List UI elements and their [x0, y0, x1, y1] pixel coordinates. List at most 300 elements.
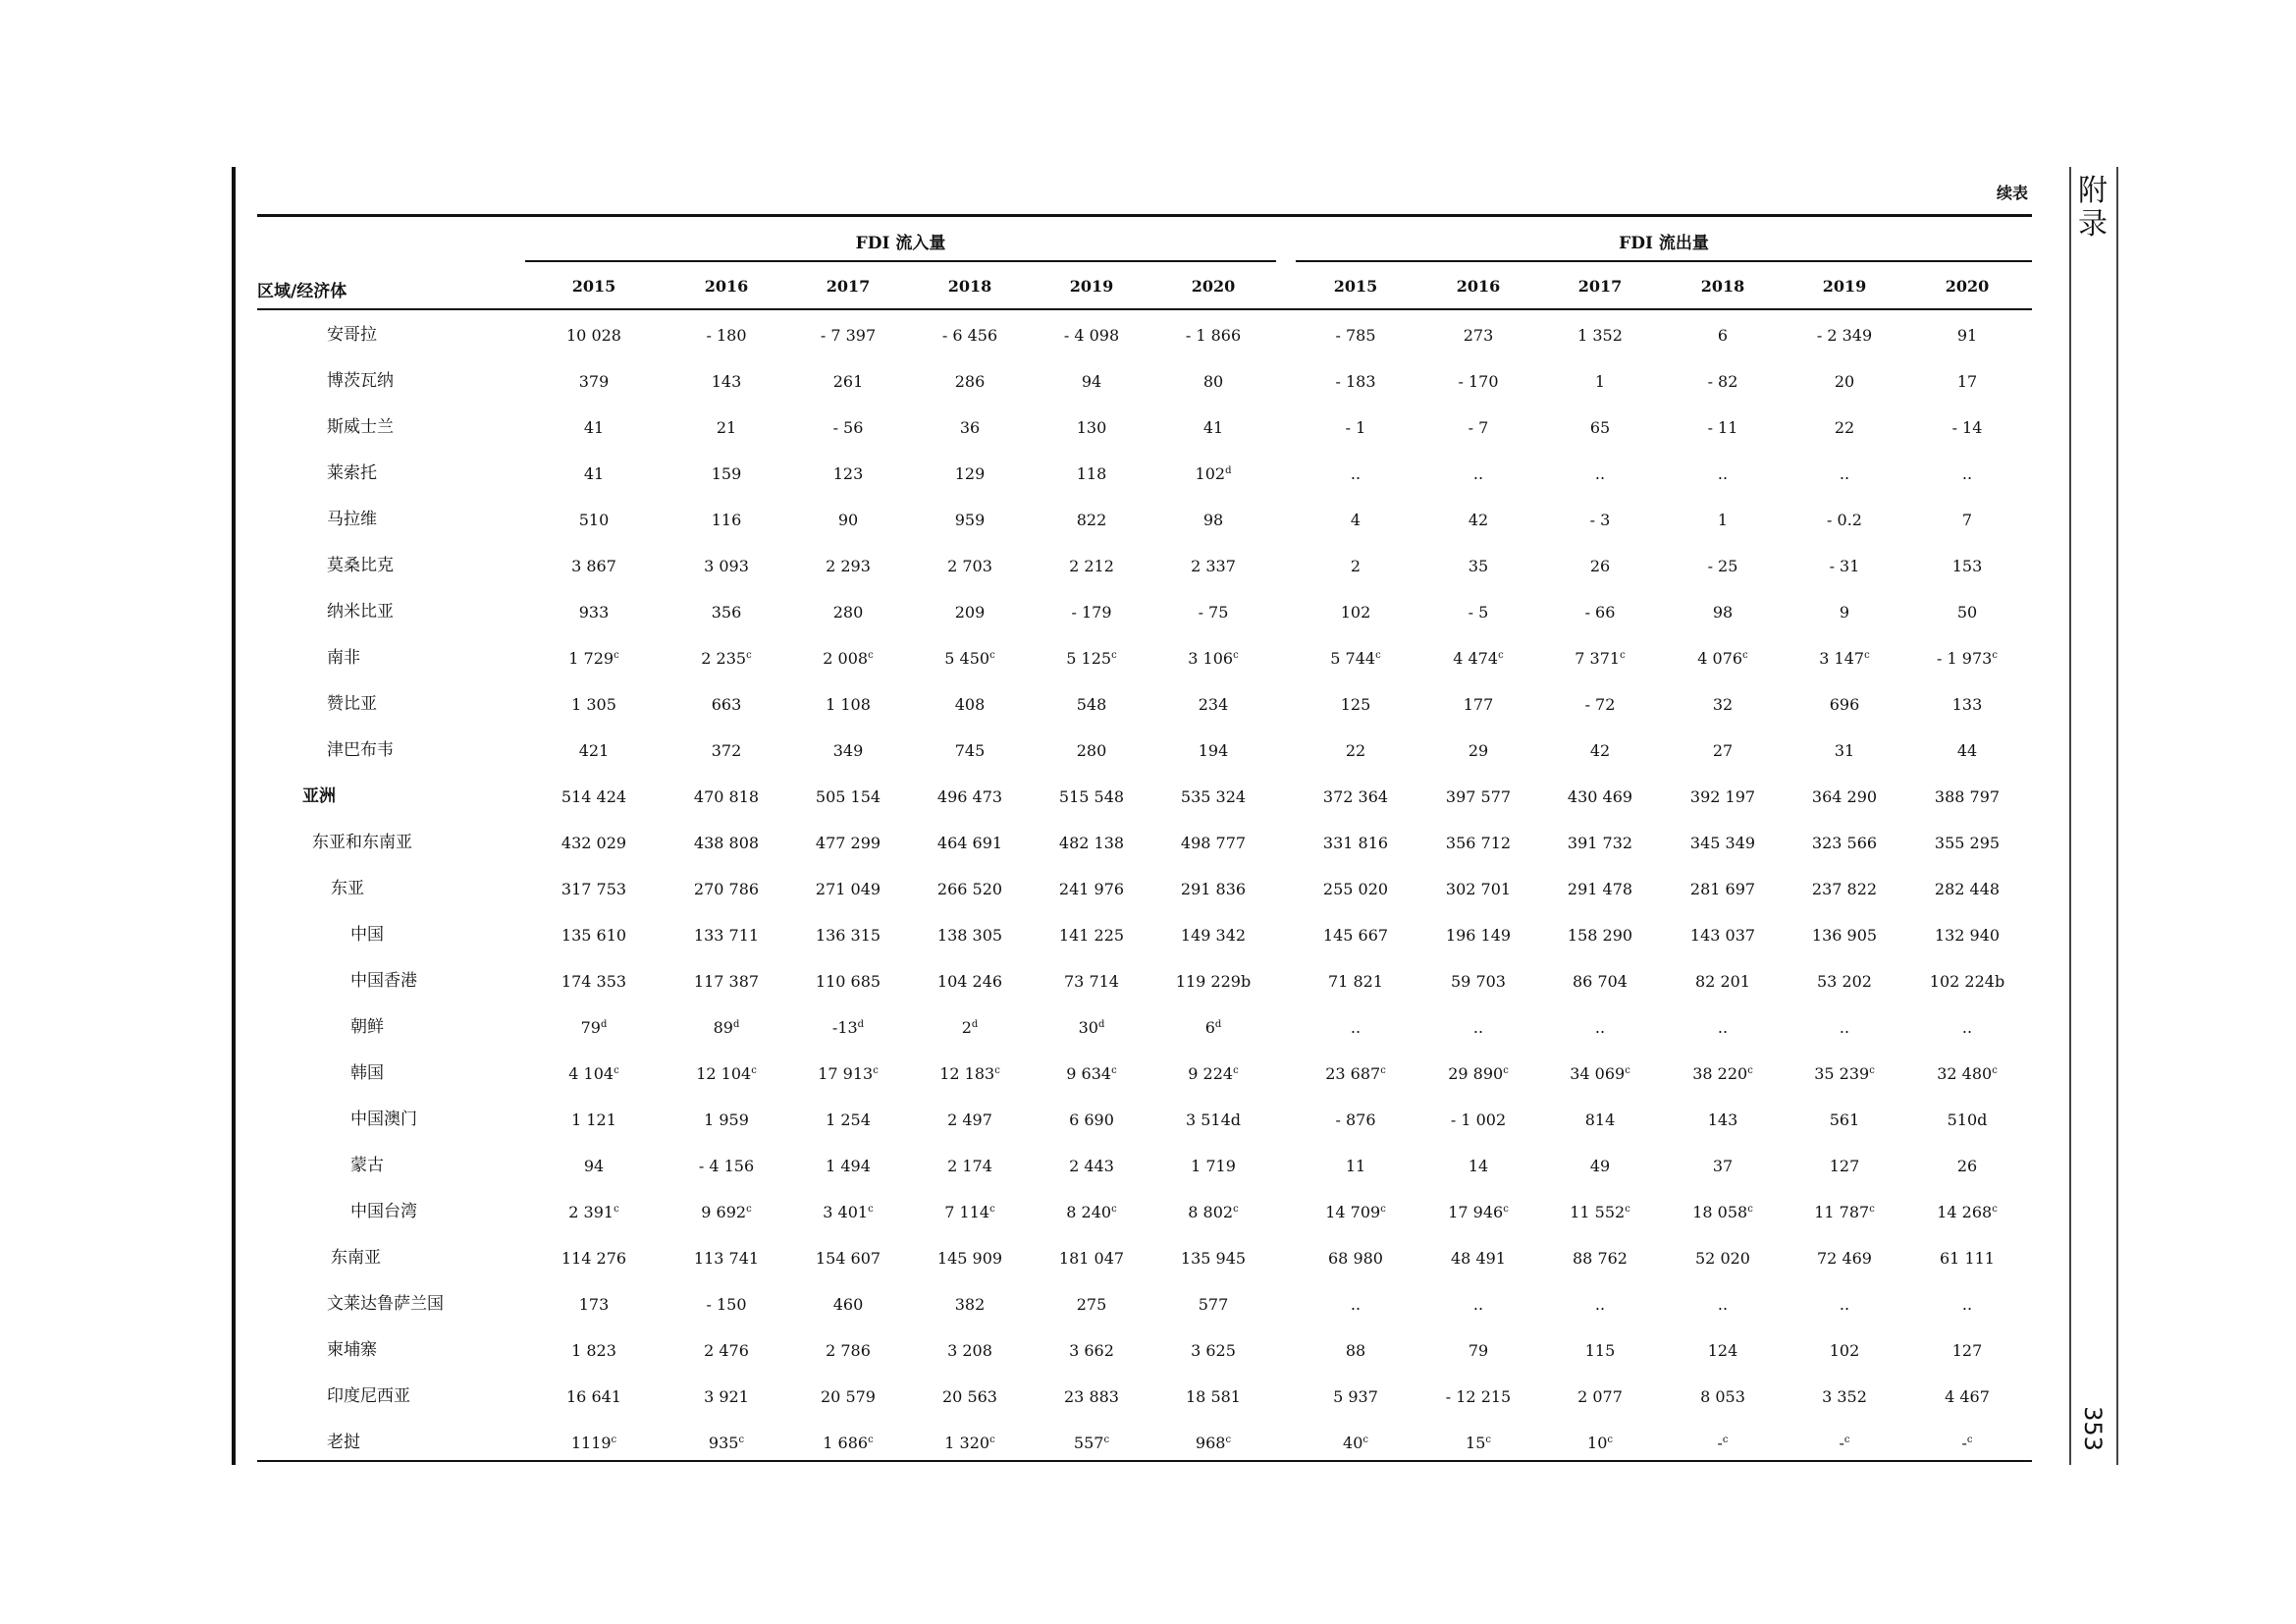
outflow-value-cell — [1906, 557, 2028, 575]
inflow-value-cell — [787, 787, 909, 806]
region-name: 东南亚 — [331, 1248, 381, 1268]
outflow-value-cell — [1539, 326, 1661, 345]
value-text: 510d — [1947, 1110, 1988, 1129]
outflow-year-header: 2016 — [1456, 277, 1501, 296]
outflow-value-cell — [1539, 695, 1661, 714]
inflow-header: FDI 流入量 — [855, 234, 946, 253]
outflow-value-cell — [1417, 1018, 1539, 1037]
value-text: 282 448 — [1934, 880, 2001, 898]
value-text: 496 473 — [936, 787, 1003, 806]
footnote-marker: c — [1503, 1065, 1509, 1076]
outflow-value-cell — [1662, 326, 1784, 345]
inflow-value-cell — [909, 1387, 1031, 1406]
inflow-value-cell — [1031, 834, 1152, 852]
footnote-marker: c — [1225, 1435, 1232, 1445]
inflow-value-cell — [533, 1341, 655, 1360]
inflow-value-cell — [1031, 1018, 1152, 1037]
outflow-value-cell — [1295, 1064, 1416, 1083]
inflow-value-cell — [787, 649, 909, 668]
value-text: 42 — [1468, 511, 1489, 529]
value-text: 94 — [583, 1157, 605, 1175]
value-text: .. — [1472, 1295, 1484, 1314]
outflow-value-cell — [1662, 1341, 1784, 1360]
value-text: 959 — [954, 511, 986, 529]
region-name: 老挝 — [327, 1433, 360, 1452]
outflow-value-cell — [1417, 1434, 1539, 1452]
inflow-value-cell — [787, 1249, 909, 1268]
footnote-marker: c — [1869, 1065, 1875, 1076]
outflow-value-cell — [1417, 741, 1539, 760]
outflow-value-cell — [1417, 1341, 1539, 1360]
outflow-value-cell — [1539, 880, 1661, 898]
outflow-value-cell — [1662, 1110, 1784, 1129]
value-text: .. — [1594, 1018, 1606, 1037]
inflow-value-cell — [666, 1295, 787, 1314]
value-text: 438 808 — [693, 834, 760, 852]
outflow-value-cell — [1417, 1295, 1539, 1314]
outflow-value-cell — [1906, 695, 2028, 714]
footnote-marker: c — [1111, 1204, 1117, 1215]
inflow-value-cell — [1152, 1387, 1274, 1406]
value-text: 12 104 — [696, 1064, 752, 1083]
footnote-marker: c — [1747, 1065, 1753, 1076]
value-text: 6 — [1717, 326, 1729, 345]
value-text: 968 — [1195, 1434, 1226, 1452]
value-text: 98 — [1202, 511, 1224, 529]
value-text: 143 037 — [1689, 926, 1756, 945]
inflow-value-cell — [787, 1295, 909, 1314]
inflow-value-cell — [533, 1064, 655, 1083]
value-text: 4 076 — [1697, 649, 1743, 668]
value-text: 382 — [954, 1295, 986, 1314]
footnote-marker: c — [1362, 1435, 1368, 1445]
value-text: 17 — [1956, 372, 1978, 391]
outflow-value-cell — [1295, 464, 1416, 483]
inflow-value-cell — [1152, 418, 1274, 437]
continued-label: 续表 — [1996, 184, 2028, 202]
footnote-marker: c — [1864, 650, 1870, 661]
outflow-value-cell — [1295, 834, 1416, 852]
outflow-value-cell — [1662, 972, 1784, 991]
region-name: 斯威士兰 — [327, 417, 394, 437]
table-row — [0, 551, 2296, 597]
inflow-value-cell — [909, 1064, 1031, 1083]
outflow-value-cell — [1295, 880, 1416, 898]
value-text: 59 703 — [1451, 972, 1506, 991]
outflow-value-cell — [1906, 1018, 2028, 1037]
value-text: 3 514d — [1185, 1110, 1242, 1129]
inflow-year-header: 2019 — [1069, 277, 1114, 296]
value-text: 22 — [1834, 418, 1855, 437]
value-text: 132 940 — [1934, 926, 2001, 945]
value-text: 68 980 — [1328, 1249, 1383, 1268]
footnote-marker: c — [1992, 1204, 1998, 1215]
outflow-value-cell — [1784, 695, 1905, 714]
outflow-value-cell — [1784, 418, 1905, 437]
value-text: 1 352 — [1577, 326, 1623, 345]
inflow-value-cell — [666, 1157, 787, 1175]
value-text: 388 797 — [1934, 787, 2001, 806]
value-text: 14 709 — [1325, 1203, 1381, 1221]
value-text: 133 711 — [693, 926, 760, 945]
outflow-value-cell — [1784, 603, 1905, 622]
value-text: 286 — [954, 372, 986, 391]
inflow-value-cell — [533, 926, 655, 945]
outflow-value-cell — [1784, 787, 1905, 806]
outflow-year-header: 2020 — [1945, 277, 1990, 296]
inflow-value-cell — [787, 603, 909, 622]
value-text: 114 276 — [561, 1249, 627, 1268]
inflow-value-cell — [1152, 741, 1274, 760]
inflow-value-cell — [533, 787, 655, 806]
footnote-marker: d — [857, 1019, 865, 1030]
value-text: 3 208 — [947, 1341, 992, 1360]
inflow-value-cell — [1152, 926, 1274, 945]
value-text: - 75 — [1198, 603, 1229, 622]
outflow-value-cell — [1662, 1249, 1784, 1268]
outflow-value-cell — [1784, 1064, 1905, 1083]
value-text: 88 — [1345, 1341, 1366, 1360]
value-text: 271 049 — [815, 880, 881, 898]
value-text: 38 220 — [1692, 1064, 1748, 1083]
outflow-value-cell — [1784, 926, 1905, 945]
value-text: 154 607 — [815, 1249, 881, 1268]
region-name: 中国台湾 — [350, 1202, 417, 1221]
outflow-value-cell — [1295, 1341, 1416, 1360]
value-text: .. — [1594, 464, 1606, 483]
outflow-value-cell — [1906, 880, 2028, 898]
value-text: 145 909 — [936, 1249, 1003, 1268]
footnote-marker: c — [1620, 650, 1626, 661]
value-text: 7 — [1961, 511, 1973, 529]
value-text: - 12 215 — [1445, 1387, 1512, 1406]
value-text: 40 — [1343, 1434, 1363, 1452]
value-text: 130 — [1076, 418, 1107, 437]
table-row — [0, 1428, 2296, 1474]
footnote-marker: c — [1742, 650, 1748, 661]
inflow-value-cell — [1152, 326, 1274, 345]
outflow-value-cell — [1906, 972, 2028, 991]
outflow-value-cell — [1295, 326, 1416, 345]
value-text: 173 — [578, 1295, 610, 1314]
inflow-value-cell — [533, 1295, 655, 1314]
value-text: 460 — [832, 1295, 864, 1314]
outflow-header: FDI 流出量 — [1619, 234, 1709, 253]
value-text: - 4 098 — [1063, 326, 1120, 345]
inflow-value-cell — [1152, 1064, 1274, 1083]
value-text: 159 — [711, 464, 742, 483]
inflow-value-cell — [787, 372, 909, 391]
region-name: 东亚和东南亚 — [312, 833, 412, 852]
value-text: 2 008 — [823, 649, 869, 668]
outflow-value-cell — [1539, 1249, 1661, 1268]
footnote-marker: d — [600, 1019, 608, 1030]
outflow-value-cell — [1295, 1110, 1416, 1129]
value-text: - — [1961, 1434, 1967, 1452]
inflow-value-cell — [787, 834, 909, 852]
footnote-marker: c — [614, 650, 619, 661]
value-text: 356 712 — [1445, 834, 1512, 852]
outflow-value-cell — [1417, 464, 1539, 483]
value-text: 119 229b — [1175, 972, 1252, 991]
inflow-year-header: 2020 — [1191, 277, 1236, 296]
footnote-marker: d — [971, 1019, 979, 1030]
inflow-value-cell — [533, 649, 655, 668]
value-text: 2 235 — [701, 649, 747, 668]
value-text: 432 029 — [561, 834, 627, 852]
inflow-value-cell — [787, 972, 909, 991]
inflow-value-cell — [787, 1064, 909, 1083]
value-text: 372 364 — [1322, 787, 1389, 806]
outflow-value-cell — [1784, 741, 1905, 760]
footnote-marker: c — [1747, 1204, 1753, 1215]
inflow-value-cell — [787, 511, 909, 529]
inflow-value-cell — [1031, 1387, 1152, 1406]
inflow-value-cell — [1152, 972, 1274, 991]
outflow-value-cell — [1662, 603, 1784, 622]
inflow-value-cell — [1031, 603, 1152, 622]
footnote-marker: c — [1233, 1204, 1239, 1215]
value-text: - 7 — [1468, 418, 1489, 437]
outflow-value-cell — [1295, 1018, 1416, 1037]
outflow-value-cell — [1906, 1203, 2028, 1221]
footnote-marker: c — [989, 650, 995, 661]
outflow-value-cell — [1295, 603, 1416, 622]
value-text: - 11 — [1707, 418, 1738, 437]
footnote-marker: c — [1625, 1204, 1630, 1215]
table-row — [0, 643, 2296, 689]
table-row — [0, 874, 2296, 920]
value-text: 8 240 — [1066, 1203, 1112, 1221]
outflow-value-cell — [1784, 511, 1905, 529]
value-text: 9 224 — [1188, 1064, 1234, 1083]
inflow-value-cell — [787, 1018, 909, 1037]
region-name: 亚洲 — [302, 786, 336, 806]
value-text: 663 — [711, 695, 742, 714]
value-text: 281 697 — [1689, 880, 1756, 898]
value-text: 14 — [1468, 1157, 1489, 1175]
inflow-value-cell — [909, 787, 1031, 806]
outflow-value-cell — [1784, 1387, 1905, 1406]
outflow-value-cell — [1662, 787, 1784, 806]
value-text: 102 — [1195, 464, 1226, 483]
value-text: 557 — [1073, 1434, 1104, 1452]
value-text: 91 — [1956, 326, 1978, 345]
value-text: 1 — [1594, 372, 1606, 391]
outflow-value-cell — [1539, 1295, 1661, 1314]
value-text: 1 305 — [571, 695, 616, 714]
value-text: 3 147 — [1819, 649, 1865, 668]
value-text: - 183 — [1335, 372, 1376, 391]
value-text: - 2 349 — [1816, 326, 1873, 345]
value-text: 113 741 — [693, 1249, 760, 1268]
value-text: 505 154 — [815, 787, 881, 806]
footnote-marker: c — [868, 1435, 874, 1445]
table-row — [0, 966, 2296, 1012]
outflow-value-cell — [1662, 1434, 1784, 1452]
inflow-value-cell — [533, 1203, 655, 1221]
outflow-value-cell — [1662, 741, 1784, 760]
table-row — [0, 689, 2296, 735]
value-text: 270 786 — [693, 880, 760, 898]
outflow-value-cell — [1417, 557, 1539, 575]
inflow-value-cell — [1031, 372, 1152, 391]
footnote-marker: c — [746, 650, 752, 661]
outflow-value-cell — [1417, 1387, 1539, 1406]
value-text: 1 494 — [826, 1157, 871, 1175]
footnote-marker: c — [989, 1204, 995, 1215]
value-text: 392 197 — [1689, 787, 1756, 806]
inflow-value-cell — [533, 418, 655, 437]
value-text: 9 — [1839, 603, 1850, 622]
region-name: 纳米比亚 — [327, 602, 394, 622]
region-name: 莫桑比克 — [327, 556, 394, 575]
inflow-value-cell — [909, 649, 1031, 668]
outflow-value-cell — [1662, 1203, 1784, 1221]
inflow-value-cell — [909, 880, 1031, 898]
outflow-value-cell — [1662, 1157, 1784, 1175]
inflow-value-cell — [1031, 1064, 1152, 1083]
inflow-value-cell — [787, 1157, 909, 1175]
inflow-value-cell — [666, 880, 787, 898]
inflow-value-cell — [787, 464, 909, 483]
value-text: 72 469 — [1817, 1249, 1872, 1268]
value-text: 90 — [837, 511, 859, 529]
inflow-value-cell — [1152, 880, 1274, 898]
value-text: 115 — [1584, 1341, 1616, 1360]
outflow-value-cell — [1295, 1249, 1416, 1268]
value-text: 1 729 — [568, 649, 614, 668]
value-text: .. — [1350, 1018, 1362, 1037]
outflow-value-cell — [1417, 1249, 1539, 1268]
inflow-value-cell — [533, 557, 655, 575]
value-text: 349 — [832, 741, 864, 760]
outflow-value-cell — [1417, 880, 1539, 898]
value-text: 27 — [1712, 741, 1734, 760]
value-text: 430 469 — [1567, 787, 1633, 806]
outflow-value-cell — [1662, 834, 1784, 852]
value-text: 12 183 — [939, 1064, 995, 1083]
region-name: 南非 — [327, 648, 360, 668]
value-text: 65 — [1589, 418, 1611, 437]
value-text: 4 467 — [1945, 1387, 1990, 1406]
value-text: 29 — [1468, 741, 1489, 760]
value-text: 3 106 — [1188, 649, 1234, 668]
inflow-value-cell — [666, 603, 787, 622]
table-row — [0, 1058, 2296, 1105]
outflow-value-cell — [1417, 787, 1539, 806]
value-text: 11 552 — [1570, 1203, 1626, 1221]
inflow-value-cell — [909, 511, 1031, 529]
value-text: 22 — [1345, 741, 1366, 760]
inflow-value-cell — [533, 1157, 655, 1175]
value-text: 510 — [578, 511, 610, 529]
value-text: 273 — [1463, 326, 1494, 345]
inflow-value-cell — [787, 741, 909, 760]
value-text: 110 685 — [815, 972, 881, 991]
outflow-value-cell — [1906, 1110, 2028, 1129]
inflow-value-cell — [533, 880, 655, 898]
outflow-value-cell — [1784, 1157, 1905, 1175]
value-text: 158 290 — [1567, 926, 1633, 945]
value-text: 3 401 — [823, 1203, 869, 1221]
footnote-marker: c — [751, 1065, 757, 1076]
outflow-value-cell — [1784, 1203, 1905, 1221]
outflow-value-cell — [1784, 1434, 1905, 1452]
value-text: 23 687 — [1325, 1064, 1381, 1083]
inflow-year-header: 2016 — [704, 277, 749, 296]
outflow-value-cell — [1906, 511, 2028, 529]
outflow-value-cell — [1539, 787, 1661, 806]
value-text: - 876 — [1335, 1110, 1376, 1129]
inflow-value-cell — [909, 926, 1031, 945]
inflow-value-cell — [1031, 1434, 1152, 1452]
outflow-value-cell — [1784, 1295, 1905, 1314]
footnote-marker: c — [1966, 1435, 1973, 1445]
inflow-value-cell — [666, 557, 787, 575]
inflow-value-cell — [1031, 787, 1152, 806]
outflow-value-cell — [1417, 511, 1539, 529]
outflow-value-cell — [1295, 418, 1416, 437]
value-text: 814 — [1584, 1110, 1616, 1129]
value-text: 135 610 — [561, 926, 627, 945]
outflow-value-cell — [1784, 326, 1905, 345]
value-text: 2 174 — [947, 1157, 992, 1175]
region-name: 马拉维 — [327, 510, 377, 529]
footnote-marker: c — [614, 1204, 619, 1215]
value-text: 1 320 — [944, 1434, 990, 1452]
footnote-marker: c — [738, 1435, 745, 1445]
inflow-value-cell — [533, 741, 655, 760]
outflow-value-cell — [1906, 834, 2028, 852]
value-text: 355 295 — [1934, 834, 2001, 852]
value-text: 143 — [1707, 1110, 1738, 1129]
value-text: .. — [1594, 1295, 1606, 1314]
value-text: 323 566 — [1811, 834, 1878, 852]
inflow-value-cell — [1031, 1341, 1152, 1360]
value-text: 291 836 — [1180, 880, 1247, 898]
value-text: 102 224b — [1929, 972, 2005, 991]
inflow-value-cell — [666, 1434, 787, 1452]
header-bottom-rule — [257, 308, 2032, 310]
outflow-value-cell — [1662, 649, 1784, 668]
outflow-value-cell — [1662, 1018, 1784, 1037]
outflow-value-cell — [1784, 880, 1905, 898]
inflow-value-cell — [1031, 880, 1152, 898]
value-text: 280 — [1076, 741, 1107, 760]
inflow-value-cell — [1152, 603, 1274, 622]
value-text: 42 — [1589, 741, 1611, 760]
value-text: 391 732 — [1567, 834, 1633, 852]
outflow-value-cell — [1784, 1341, 1905, 1360]
inflow-value-cell — [787, 695, 909, 714]
footnote-marker: d — [1225, 465, 1232, 476]
inflow-value-cell — [1152, 695, 1274, 714]
value-text: 41 — [583, 464, 605, 483]
inflow-value-cell — [1031, 1203, 1152, 1221]
value-text: 118 — [1076, 464, 1107, 483]
outflow-value-cell — [1417, 1064, 1539, 1083]
inflow-value-cell — [1031, 695, 1152, 714]
inflow-value-cell — [533, 1387, 655, 1406]
value-text: 127 — [1951, 1341, 1983, 1360]
region-name: 莱索托 — [327, 463, 377, 483]
footnote-marker: c — [1380, 1065, 1386, 1076]
region-name: 朝鲜 — [350, 1017, 384, 1037]
footnote-marker: c — [1503, 1204, 1509, 1215]
inflow-value-cell — [1152, 1203, 1274, 1221]
value-text: 11 — [1345, 1157, 1366, 1175]
